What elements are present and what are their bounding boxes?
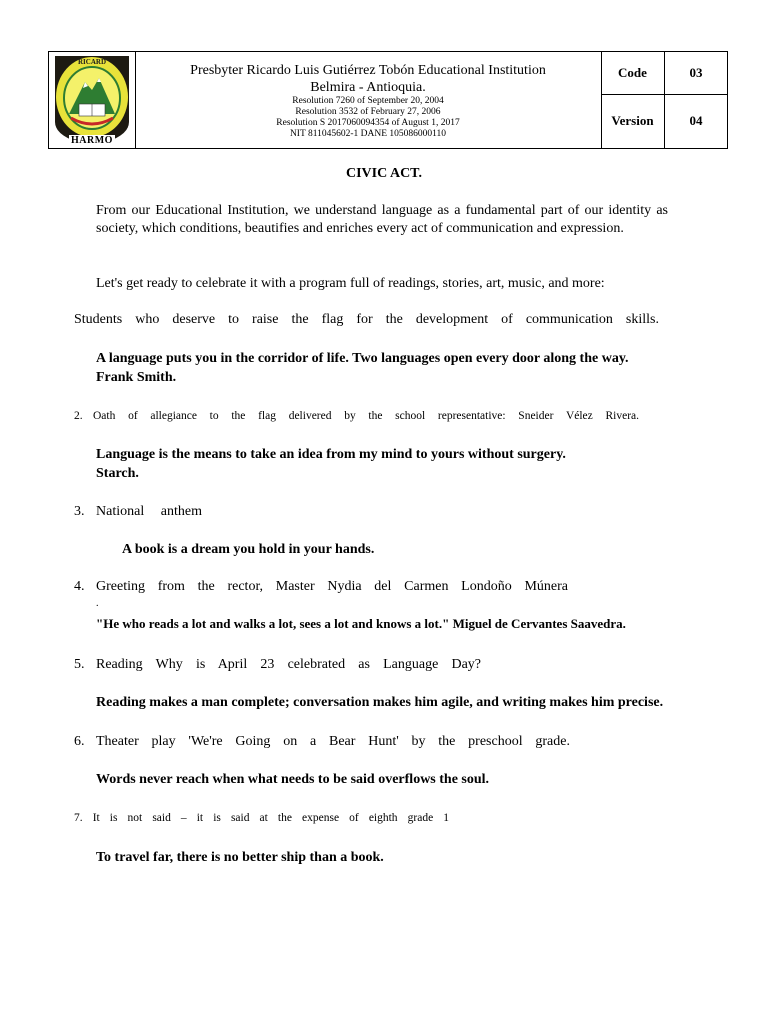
quote: "He who reads a lot and walks a lot, sees a lot and knows a lot." Miguel de Cervantes Saavedra. [96, 616, 626, 631]
institution-title-cell [135, 52, 602, 148]
program-item: 7. It is not said – it is said at the expense of eighth grade 1 [74, 812, 449, 824]
logo-banner-text: HARMO [71, 135, 113, 146]
resolution-line: Resolution S 2017060094354 of August 1, 2017 [276, 118, 460, 128]
quote: Words never reach when what needs to be said overflows the soul. [96, 772, 490, 787]
quote: Language is the means to take an idea from my mind to yours without surgery. [96, 447, 566, 462]
quote: Reading makes a man complete; conversation makes him agile, and writing makes him precise. [96, 695, 664, 710]
item-number: 6. [74, 734, 85, 749]
quote: A book is a dream you hold in your hands. [122, 542, 375, 557]
intro-paragraph: From our Educational Institution, we understand language as a fundamental part of our identity as society, which conditions, beautifies and enriches every act of communication and expression. [96, 203, 668, 236]
resolution-line: Resolution 7260 of September 20, 2004 [292, 96, 444, 106]
item-number: 3. [74, 504, 85, 519]
program-item: Theater play 'We're Going on a Bear Hunt' by the preschool grade. [96, 734, 570, 749]
program-item: Reading Why is April 23 celebrated as Language Day? [96, 657, 481, 672]
program-item: Oath of allegiance to the flag delivered by the school representative: Sneider Vélez Rivera. [93, 410, 639, 422]
logo-top-text: RICARD [78, 58, 106, 66]
program-item: Students who deserve to raise the flag for the development of communication skills. [74, 312, 659, 327]
program-item: Greeting from the rector, Master Nydia del Carmen Londoño Múnera [96, 579, 568, 594]
nit-dane-line: NIT 811045602-1 DANE 105086000110 [289, 129, 447, 139]
quote: To travel far, there is no better ship than a book. [96, 850, 384, 865]
item-number: 2. [74, 410, 83, 422]
institution-name: Presbyter Ricardo Luis Gutiérrez Tobón Educational Institution [190, 63, 546, 78]
quote-author: Frank Smith. [96, 370, 177, 385]
school-logo [49, 52, 136, 148]
school-shield-icon [49, 52, 135, 148]
resolution-line: Resolution 3532 of February 27, 2006 [295, 107, 441, 117]
item-number: 5. [74, 657, 85, 672]
item-number: 4. [74, 579, 85, 594]
program-lead: Let's get ready to celebrate it with a program full of readings, stories, art, music, and more: [96, 276, 605, 291]
quote-author: Starch. [96, 466, 139, 481]
quote: A language puts you in the corridor of life. Two languages open every door along the way. [96, 351, 629, 366]
item-trailing-dot: . [96, 598, 99, 609]
program-item: National anthem [96, 504, 202, 519]
document-header [48, 51, 728, 149]
version-value: 04 [689, 113, 703, 128]
document-title: CIVIC ACT. [346, 166, 422, 181]
code-label: Code [601, 52, 665, 95]
code-value: 03 [664, 52, 728, 95]
institution-location: Belmira - Antioquia. [310, 80, 426, 95]
version-label: Version [601, 94, 665, 148]
